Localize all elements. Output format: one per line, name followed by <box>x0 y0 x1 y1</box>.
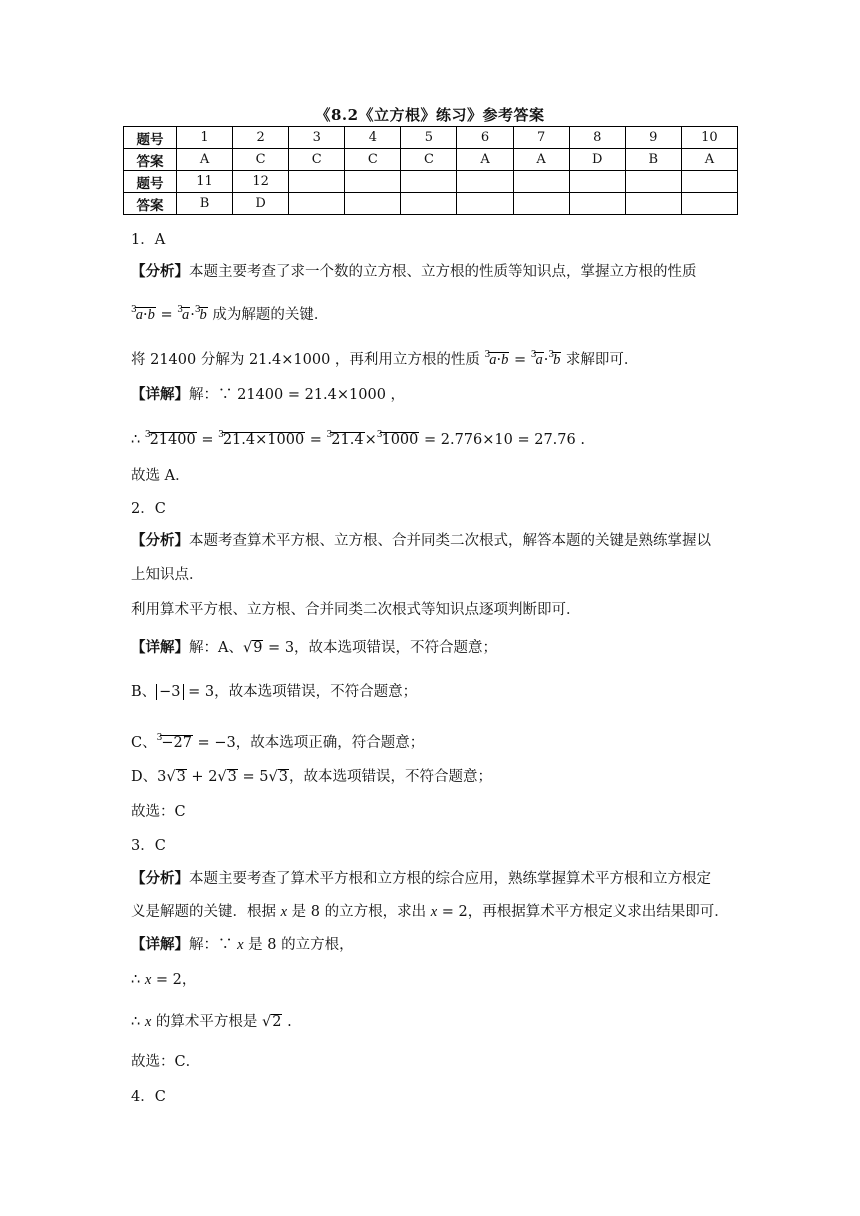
page-title: 《8.2《立方根》练习》参考答案 <box>315 106 545 124</box>
row-label: 答案 <box>124 193 177 215</box>
q2-choice: 故选：C <box>131 804 186 820</box>
table-cell <box>401 171 457 193</box>
table-cell <box>289 193 345 215</box>
table-cell <box>681 193 737 215</box>
q1-formula-line <box>131 300 328 325</box>
detail-tag: 【详解】 <box>131 386 189 403</box>
table-cell: C <box>345 149 401 171</box>
table-row <box>124 127 738 149</box>
q3-detail: 【详解】解：∵ x 是 8 的立方根， <box>131 936 354 953</box>
table-cell: 2 <box>233 127 289 149</box>
table-cell: D <box>569 149 625 171</box>
table-cell <box>457 193 513 215</box>
row-label: 题号 <box>124 127 177 149</box>
q2-method: 利用算术平方根、立方根、合并同类二次根式等知识点逐项判断即可． <box>131 602 581 618</box>
cube-root-property-formula: $^3$a·b = $^3$a·$^3$b <box>131 305 207 323</box>
table-cell <box>457 171 513 193</box>
table-cell: 6 <box>457 127 513 149</box>
analysis-text: 本题主要考查了算术平方根和立方根的综合应用，熟练掌握算术平方根和立方根定 <box>189 871 711 887</box>
q2-analysis <box>131 531 711 551</box>
table-cell: 4 <box>345 127 401 149</box>
q2-option-d: D、3√3 + 2√3 = 5√3，故本选项错误，不符合题意； <box>131 769 492 785</box>
q3-analysis-cont: 义是解题的关键．根据 x 是 8 的立方根，求出 x = 2，再根据算术平方根定义求出结果即可． <box>131 904 729 920</box>
q2-analysis-cont: 上知识点． <box>131 567 204 583</box>
table-row <box>124 149 738 171</box>
cube-root-property-formula: $^3$a·b = $^3$a·$^3$b <box>484 350 561 368</box>
table-cell: 9 <box>625 127 681 149</box>
table-cell: 10 <box>681 127 737 149</box>
detail-tag: 【详解】 <box>131 936 189 953</box>
table-cell: B <box>177 193 233 215</box>
analysis-text: 本题考查算术平方根、立方根、合并同类二次根式，解答本题的关键是熟练掌握以 <box>189 533 711 549</box>
table-cell: 8 <box>569 127 625 149</box>
q3-choice: 故选：C． <box>131 1054 201 1070</box>
table-cell: A <box>177 149 233 171</box>
table-cell <box>345 171 401 193</box>
method-text-end: 求解即可． <box>565 352 639 368</box>
q3-analysis <box>131 869 711 889</box>
method-text: 将 21400 分解为 21.4×1000 ，再利用立方根的性质 <box>131 352 480 368</box>
q1-heading: 1．A <box>131 232 166 248</box>
q2-option-b: B、 −3 = 3，故本选项错误，不符合题意； <box>131 684 418 700</box>
q1-calculation: ∴ $^3$21400 = $^3$21.4×1000 = $^3$21.4×$^3$1000 = 2.776×10 = 27.76 . <box>131 430 585 448</box>
row-label: 题号 <box>124 171 177 193</box>
q2-option-c: C、$^3$−27 = −3，故本选项正确，符合题意； <box>131 733 425 751</box>
table-cell: B <box>625 149 681 171</box>
analysis-tag: 【分析】 <box>131 532 189 549</box>
q1-analysis <box>131 262 697 282</box>
analysis-tag: 【分析】 <box>131 870 189 887</box>
table-cell: A <box>457 149 513 171</box>
table-cell: 5 <box>401 127 457 149</box>
analysis-tag: 【分析】 <box>131 263 189 280</box>
table-cell: C <box>401 149 457 171</box>
table-cell <box>625 171 681 193</box>
answer-table <box>123 126 738 215</box>
table-cell <box>289 171 345 193</box>
q3-step1: ∴ x = 2， <box>131 972 197 988</box>
table-cell: 3 <box>289 127 345 149</box>
q2-option-a: 【详解】解：A、√9 = 3，故本选项错误，不符合题意； <box>131 639 498 656</box>
table-cell: 11 <box>177 171 233 193</box>
detail-tag: 【详解】 <box>131 639 189 656</box>
table-cell: C <box>233 149 289 171</box>
detail-text: 解：∵ 21400 = 21.4×1000 ， <box>189 387 406 403</box>
row-label: 答案 <box>124 149 177 171</box>
table-cell <box>513 193 569 215</box>
table-cell: 1 <box>177 127 233 149</box>
table-cell <box>345 193 401 215</box>
table-cell: 7 <box>513 127 569 149</box>
analysis-text: 本题主要考查了求一个数的立方根、立方根的性质等知识点，掌握立方根的性质 <box>189 264 697 280</box>
q3-step2: ∴ x 的算术平方根是 √2 . <box>131 1014 292 1030</box>
table-cell: C <box>289 149 345 171</box>
table-cell <box>513 171 569 193</box>
table-cell <box>681 171 737 193</box>
table-cell <box>401 193 457 215</box>
table-cell: A <box>681 149 737 171</box>
formula-caption: 成为解题的关键． <box>212 307 329 323</box>
q1-method <box>131 345 638 370</box>
q1-choice: 故选 A． <box>131 468 190 484</box>
table-cell <box>569 193 625 215</box>
table-cell <box>625 193 681 215</box>
table-row <box>124 171 738 193</box>
q3-heading: 3．C <box>131 838 166 854</box>
table-row <box>124 193 738 215</box>
table-cell: D <box>233 193 289 215</box>
table-cell <box>569 171 625 193</box>
table-cell: 12 <box>233 171 289 193</box>
q2-heading: 2．C <box>131 501 166 517</box>
q4-heading: 4．C <box>131 1089 166 1105</box>
q1-detail <box>131 385 405 405</box>
table-cell: A <box>513 149 569 171</box>
